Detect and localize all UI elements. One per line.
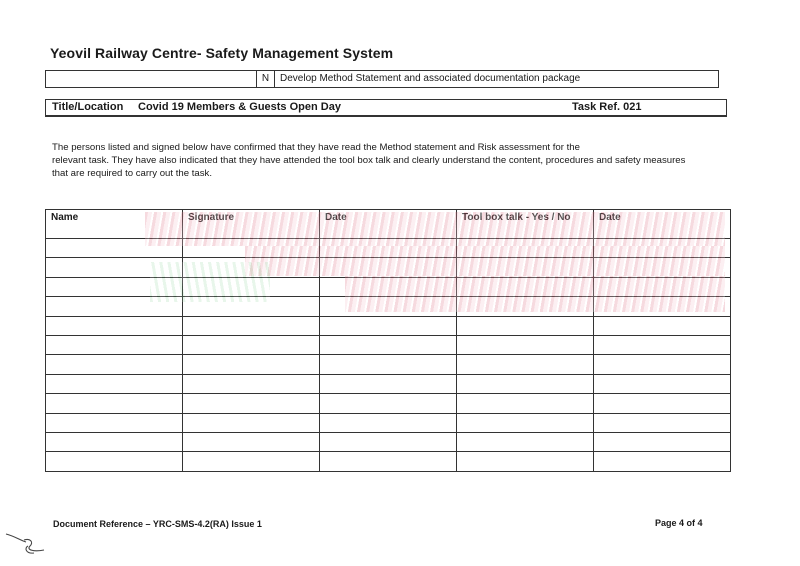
cell-toolbox-talk [457,239,594,258]
table-row [46,374,731,393]
cell-toolbox-talk [457,335,594,354]
cell-signature [183,239,320,258]
cell-name [46,239,183,258]
cell-toolbox-talk [457,394,594,413]
table-row [46,316,731,335]
title-location-label: Title/Location [52,101,124,113]
cell-name [46,394,183,413]
column-header-signature: Signature [183,210,320,239]
cell-signature [183,394,320,413]
table-header-row [46,210,731,239]
cell-name [46,316,183,335]
cell-date-2 [594,374,731,393]
intro-paragraph [52,141,742,180]
column-header-date-2: Date [594,210,731,239]
cell-toolbox-talk [457,277,594,296]
code-row [45,70,719,88]
cell-name [46,413,183,432]
intro-line: The persons listed and signed below have confirmed that they have read the Method statement and Risk assessment for the [52,142,580,153]
title-location-row [45,99,727,117]
cell-signature [183,452,320,471]
cell-date [320,394,457,413]
cell-date [320,432,457,451]
cell-date [320,239,457,258]
cell-date-2 [594,432,731,451]
cell-date-2 [594,413,731,432]
table-row [46,432,731,451]
cell-toolbox-talk [457,297,594,316]
cell-name [46,355,183,374]
cell-date [320,297,457,316]
cell-toolbox-talk [457,355,594,374]
cell-signature [183,432,320,451]
page-number: Page 4 of 4 [655,518,703,528]
cell-date-2 [594,239,731,258]
cell-date [320,258,457,277]
table-row [46,452,731,471]
cell-toolbox-talk [457,452,594,471]
cell-date-2 [594,277,731,296]
cell-signature [183,335,320,354]
cell-toolbox-talk [457,316,594,335]
cell-toolbox-talk [457,374,594,393]
table-row [46,258,731,277]
cell-date-2 [594,316,731,335]
table-body [46,239,731,472]
code-letter: N [256,71,275,87]
cell-toolbox-talk [457,413,594,432]
cell-date-2 [594,394,731,413]
cell-date-2 [594,452,731,471]
cell-date-2 [594,297,731,316]
table-row [46,335,731,354]
cell-name [46,258,183,277]
document-reference: Document Reference – YRC-SMS-4.2(RA) Issue 1 [53,519,262,529]
attendance-table [45,209,731,472]
cell-date [320,277,457,296]
page-title: Yeovil Railway Centre- Safety Management System [50,45,394,61]
cell-signature [183,316,320,335]
column-header-date: Date [320,210,457,239]
column-header-toolbox-talk: Tool box talk - Yes / No [457,210,594,239]
cell-name [46,374,183,393]
cell-signature [183,355,320,374]
cell-date [320,355,457,374]
cell-date [320,413,457,432]
intro-line: relevant task. They have also indicated that they have attended the tool box talk and clearly understand the content, procedures and safety measures [52,155,686,166]
cell-signature [183,413,320,432]
task-reference: Task Ref. 021 [572,101,642,113]
cell-toolbox-talk [457,432,594,451]
cell-date [320,374,457,393]
table-row [46,394,731,413]
cell-signature [183,297,320,316]
cell-name [46,297,183,316]
cell-name [46,277,183,296]
cell-date-2 [594,258,731,277]
cell-date-2 [594,355,731,374]
pen-mark-icon [4,528,50,558]
cell-name [46,335,183,354]
table-row [46,297,731,316]
title-location-value: Covid 19 Members & Guests Open Day [138,101,341,113]
cell-name [46,452,183,471]
intro-line: that are required to carry out the task. [52,168,212,179]
code-description: Develop Method Statement and associated documentation package [280,73,581,84]
table-row [46,277,731,296]
table-row [46,413,731,432]
cell-name [46,432,183,451]
cell-signature [183,374,320,393]
cell-date [320,335,457,354]
column-header-name: Name [46,210,183,239]
cell-signature [183,258,320,277]
cell-signature [183,277,320,296]
cell-date [320,452,457,471]
cell-date [320,316,457,335]
cell-date-2 [594,335,731,354]
table-row [46,355,731,374]
cell-toolbox-talk [457,258,594,277]
table-row [46,239,731,258]
